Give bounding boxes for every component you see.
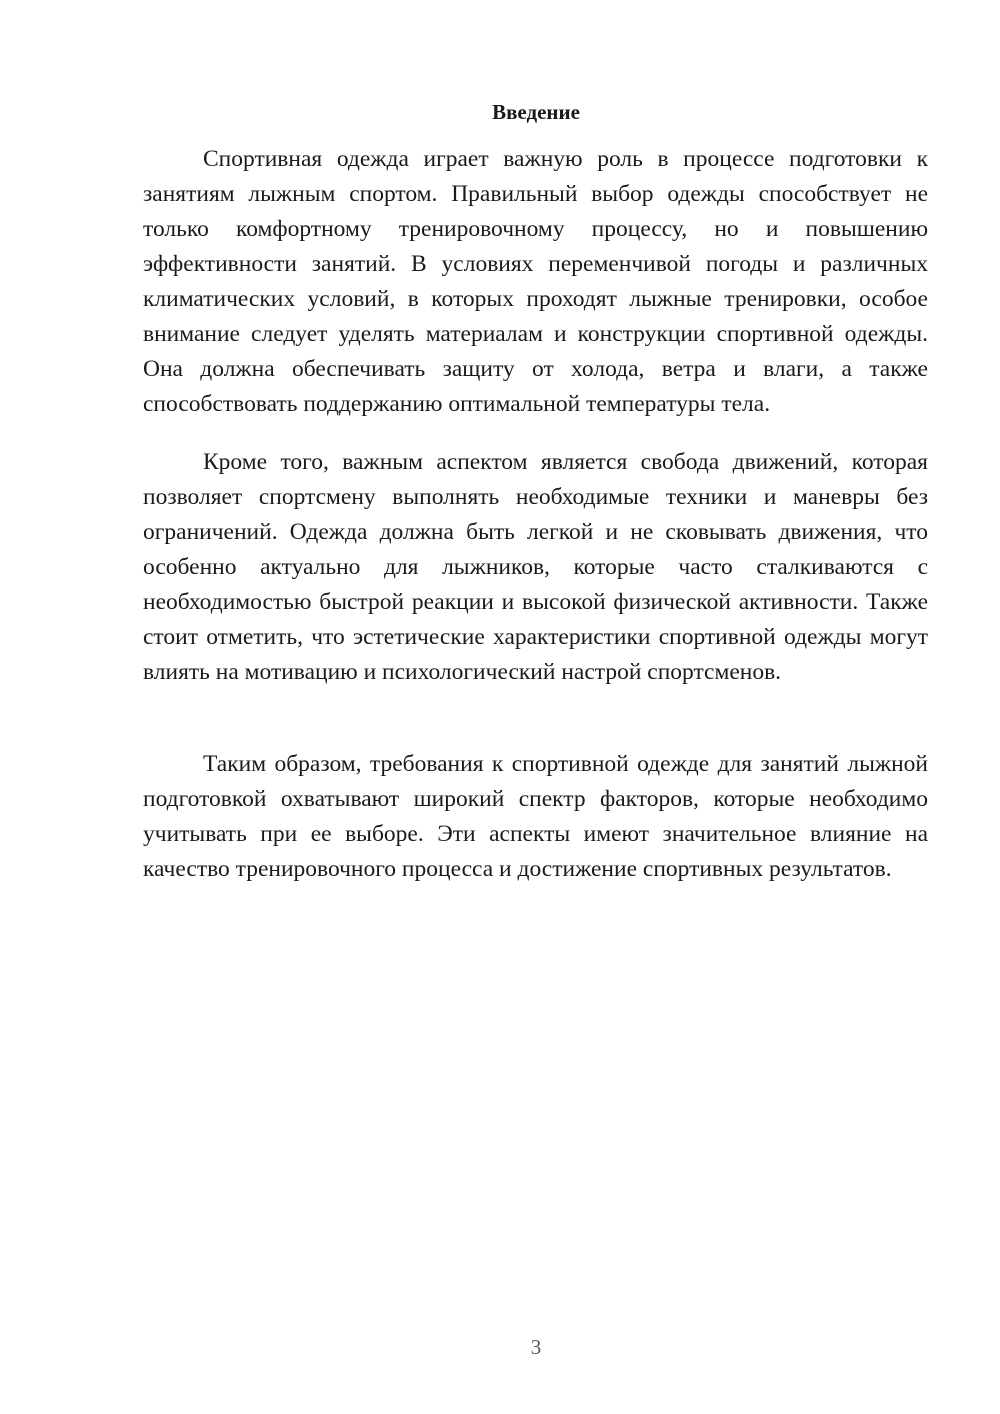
page-number: 3 [530,1335,542,1359]
paragraph-1: Спортивная одежда играет важную роль в процессе подготовки к занятиям лыжным спортом. Правильный выбор одежды способствует не только комфортному тренировочному процессу, но и повышению эффективности занятий. В условиях переменчивой погоды и различных климатических условий, в которых проходят лыжные тренировки, особое внимание следует уделять материалам и конструкции спортивной одежды. Она должна обеспечивать защиту от холода, ветра и влаги, а также способствовать поддержанию оптимальной температуры тела. [143,146,928,417]
section-heading: Введение [492,100,580,124]
paragraph-3: Таким образом, требования к спортивной одежде для занятий лыжной подготовкой охватывают широкий спектр факторов, которые необходимо учитывать при ее выборе. Эти аспекты имеют значительное влияние на качество тренировочного процесса и достижение спортивных результатов. [143,751,928,882]
paragraph-2: Кроме того, важным аспектом является свобода движений, которая позволяет спортсмену выполнять необходимые техники и маневры без ограничений. Одежда должна быть легкой и не сковывать движения, что особенно актуально для лыжников, которые часто сталкиваются с необходимостью быстрой реакции и высокой физической активности. Также стоит отметить, что эстетические характеристики спортивной одежды могут влиять на мотивацию и психологический настрой спортсменов. [143,449,928,685]
